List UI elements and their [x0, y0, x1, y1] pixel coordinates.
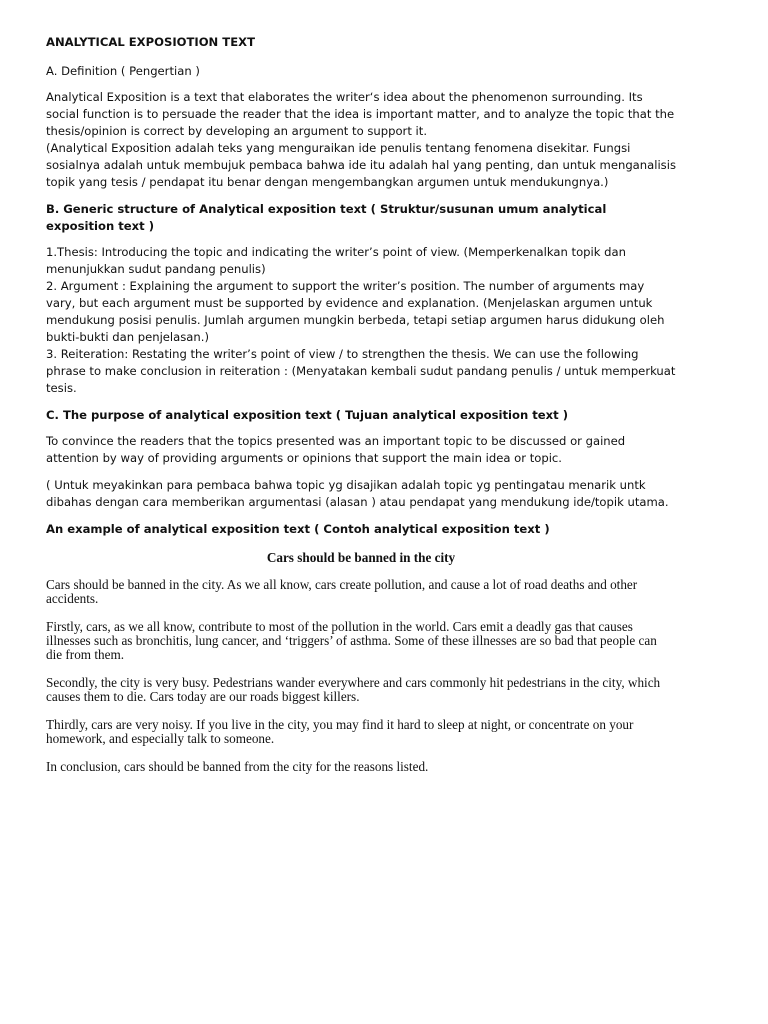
example-paragraph: In conclusion, cars should be banned from the city for the reasons listed.: [46, 759, 429, 774]
example-heading: An example of analytical exposition text ( Contoh analytical exposition text ): [46, 522, 550, 536]
document-title: ANALYTICAL EXPOSIOTION TEXT: [46, 35, 255, 49]
section-b-heading: B. Generic structure of Analytical exposition text ( Struktur/susunan umum analytical exposition text ): [46, 202, 607, 233]
example-paragraph: Thirdly, cars are very noisy. If you live in the city, you may find it hard to sleep at night, or concentrate on your homework, and especially talk to someone.: [46, 717, 634, 746]
section-c-body-english: To convince the readers that the topics presented was an important topic to be discussed or gained attention by way of providing arguments or opinions that support the main idea or topic.: [46, 434, 626, 465]
section-c-heading: C. The purpose of analytical exposition text ( Tujuan analytical exposition text ): [46, 408, 568, 422]
document-page: [46, 34, 676, 788]
section-b-body: 1.Thesis: Introducing the topic and indicating the writer’s point of view. (Memperkenalkan topik dan menunjukkan sudut pandang penulis) 2. Argument : Explaining the argument to support the writer’s position. The number of arguments may vary, but each argument must be supported by evidence and explanation. (Menjelaskan argumen untuk mendukung posisi penulis. Jumlah argumen mungkin berbeda, tetapi setiap argumen harus didukung oleh bukti-bukti dan penjelasan.) 3. Reiteration: Restating the writer’s point of view / to strengthen the thesis. We can use the following phrase to make conclusion in reiteration : (Menyatakan kembali sudut pandang penulis / untuk memperkuat tesis.: [46, 245, 676, 395]
section-a-body: Analytical Exposition is a text that elaborates the writer‘s idea about the phenomenon surrounding. Its social function is to persuade the reader that the idea is important matter, and to analyze the topic that the thesis/opinion is correct by developing an argument to support it. (Analytical Exposition adalah teks yang menguraikan ide penulis tentang fenomena disekitar. Fungsi sosialnya adalah untuk membujuk pembaca bahwa ide itu adalah hal yang penting, dan untuk menganalisis topik yang tesis / pendapat itu benar dengan mengembangkan argumen untuk mendukungnya.): [46, 90, 676, 189]
section-a-heading: A. Definition ( Pengertian ): [46, 64, 200, 78]
example-title: Cars should be banned in the city: [266, 550, 456, 565]
section-c-body-indonesian: ( Untuk meyakinkan para pembaca bahwa topic yg disajikan adalah topic yg pentingatau menarik untk dibahas dengan cara memberikan argumentasi (alasan ) atau pendapat yang mendukung ide/topik utama.: [46, 478, 669, 509]
example-paragraph: Firstly, cars, as we all know, contribute to most of the pollution in the world. Cars emit a deadly gas that causes illnesses such as bronchitis, lung cancer, and ‘triggers’ of asthma. Some of these illnesses are so bad that people can die from them.: [46, 619, 657, 662]
example-paragraph: Cars should be banned in the city. As we all know, cars create pollution, and cause a lot of road deaths and other accidents.: [46, 577, 638, 606]
example-paragraph: Secondly, the city is very busy. Pedestrians wander everywhere and cars commonly hit pedestrians in the city, which causes them to die. Cars today are our roads biggest killers.: [46, 675, 661, 704]
